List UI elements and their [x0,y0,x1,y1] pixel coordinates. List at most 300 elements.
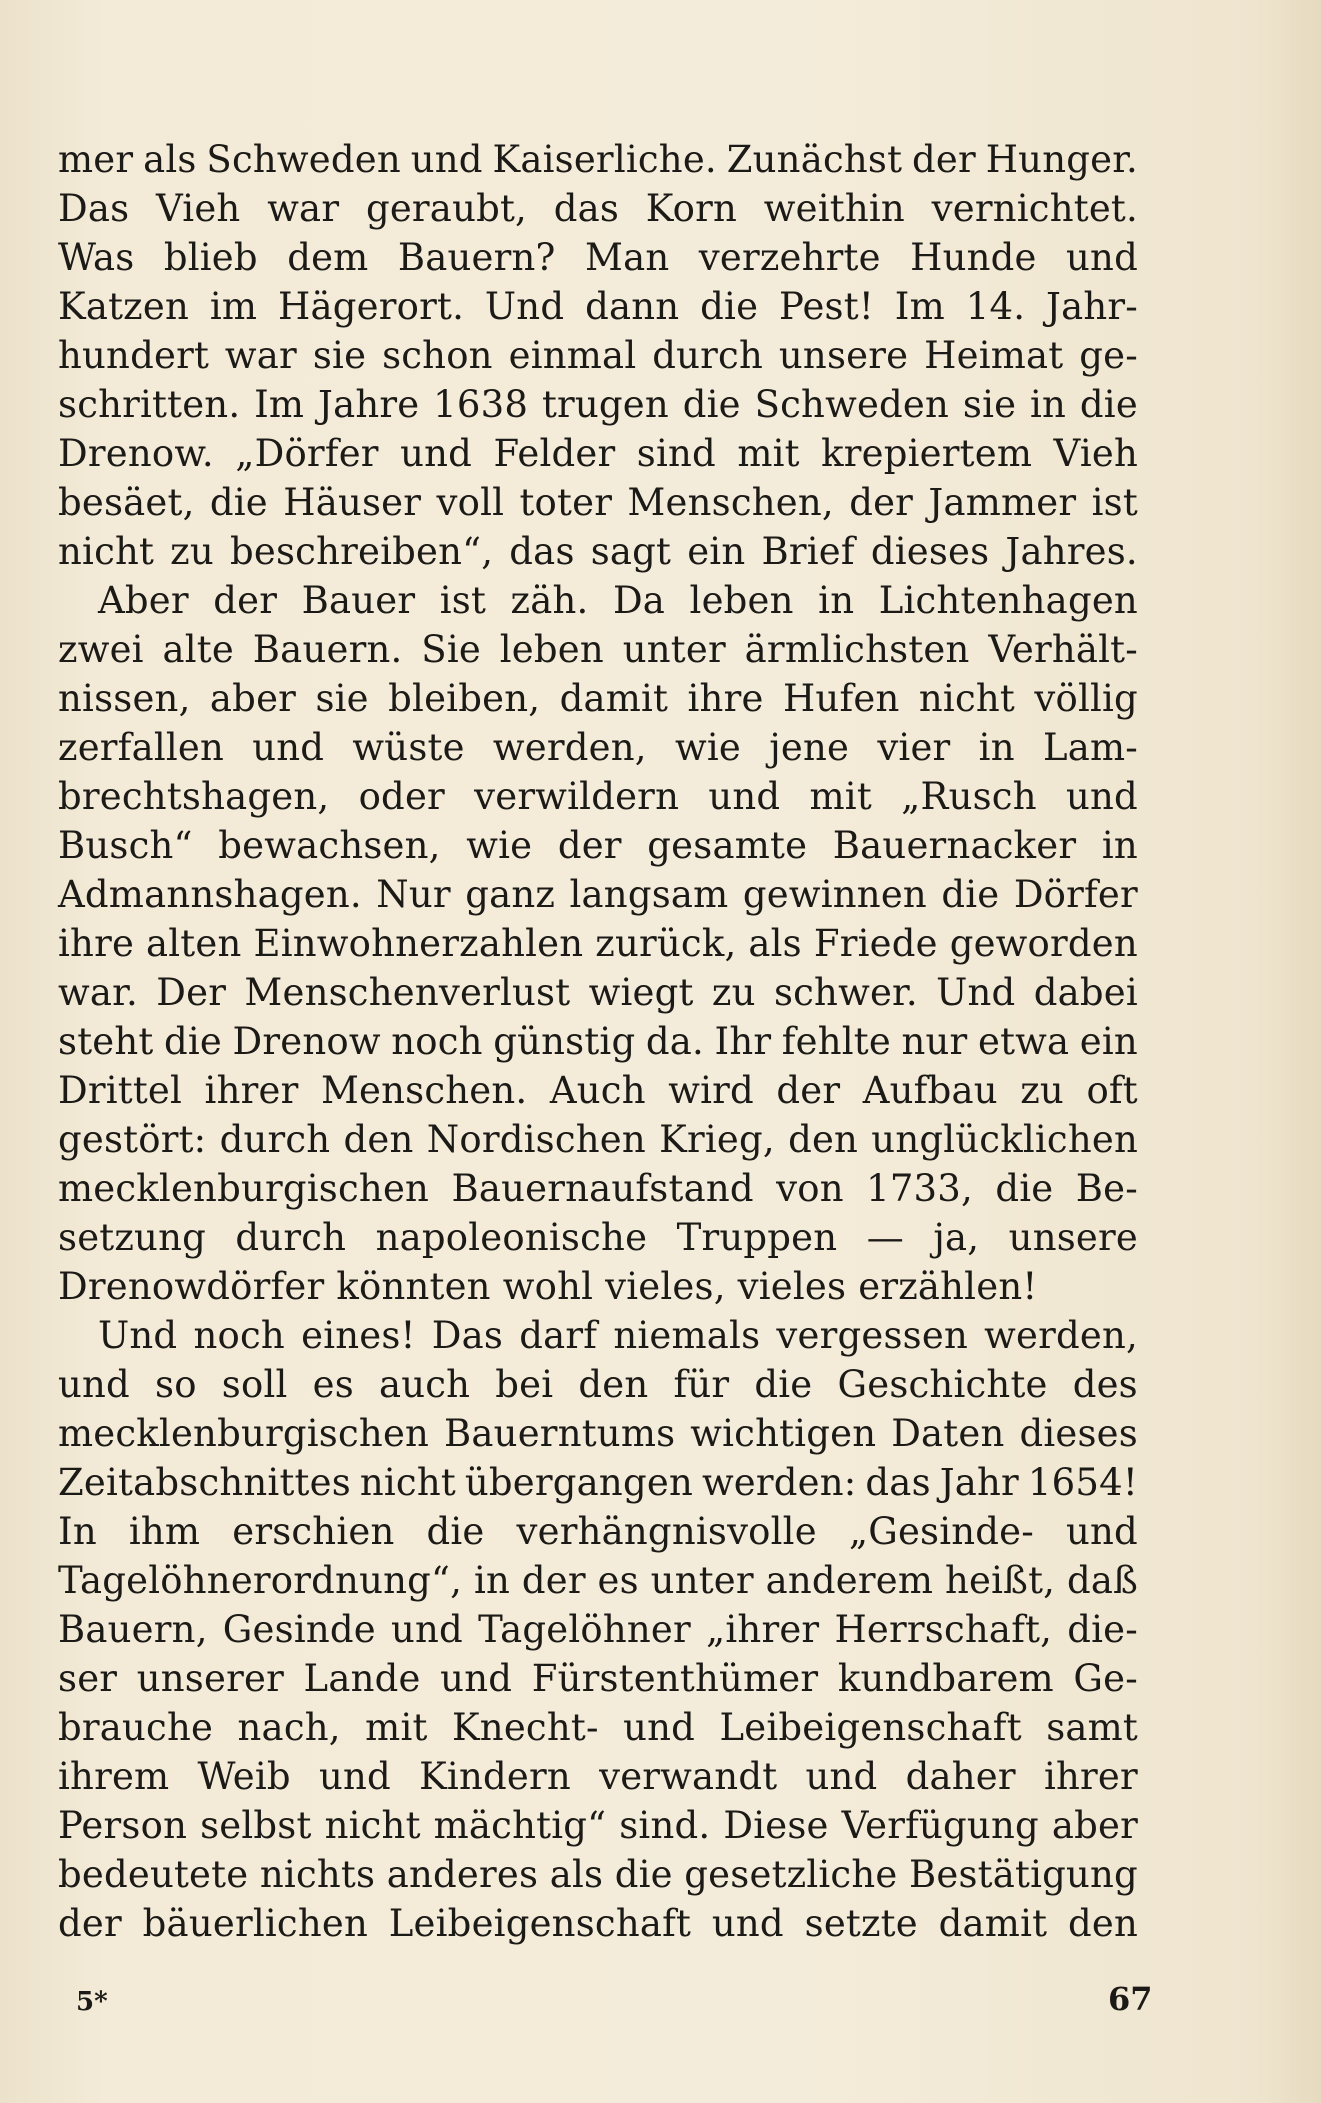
word: Dörfer [1013,873,1138,916]
word: Lande [303,1657,421,1700]
word: den [578,1363,649,1406]
word: dann [585,285,680,328]
word: Pest! [779,285,874,328]
page-number: 67 [1108,1980,1153,2018]
word: in [1030,383,1067,426]
text-line [58,527,1138,576]
word: Jahr [939,1461,1019,1504]
word: Menschen, [627,481,834,524]
word: dem [287,236,369,279]
word: der [213,579,278,622]
word: wüste [352,726,465,769]
word: Aber [98,579,189,622]
word: Verfügung [841,1804,1039,1847]
word: mit [365,1706,428,1749]
word: daher [905,1755,1016,1798]
word: mächtig“ [433,1804,607,1847]
text-line [58,1605,1138,1654]
word: leben [689,579,794,622]
word: das [865,1461,931,1504]
word: bäuerlichen [142,1902,368,1945]
word: Jammer [928,481,1077,524]
word: verwandt [599,1755,778,1798]
word: und [805,1755,878,1798]
text-line [58,1556,1138,1605]
word: Bauernaufstand [451,1167,754,1210]
word: 1733, [866,1167,974,1210]
word: bewachsen, [218,824,441,867]
word: soll [221,1363,288,1406]
word: mit [737,432,800,475]
word: Herrschaft, [834,1608,1053,1651]
word: voll [436,481,505,524]
word: den [343,1118,414,1161]
word: ein [1079,1020,1138,1063]
text-line [58,1899,1138,1948]
text-line [58,1507,1138,1556]
word: die [209,481,268,524]
word: und [252,726,325,769]
text-line [58,1801,1138,1850]
word: der [58,1902,122,1945]
word: Das [431,1314,504,1357]
word: wiegt [588,971,694,1014]
word: napoleonische [375,1216,648,1259]
word: setzung [58,1216,206,1259]
word: Bauern. [252,628,403,671]
word: Bauern? [397,236,556,279]
word: Brief [761,530,855,573]
word: unserer [136,1657,284,1700]
word: die [614,1853,673,1896]
word: der [849,481,914,524]
word: dabei [1033,971,1138,1014]
word: mit [809,775,872,818]
word: geraubt, [365,187,528,230]
word: Drenow [232,1020,381,1063]
word: damit [938,1902,1048,1945]
text-line [58,1115,1138,1164]
word: übergangen [464,1461,693,1504]
word: weithin [763,187,905,230]
word: oder [358,775,445,818]
word: schritten. [58,383,241,426]
word: nicht [58,530,155,573]
word: und [58,1363,130,1406]
word: günstig [493,1020,636,1063]
word: war. [58,971,138,1014]
text-line [58,1311,1138,1360]
word: und [1065,1510,1138,1553]
word: Vieh [1053,432,1138,475]
word: brechtshagen, [58,775,330,818]
word: ein [687,530,746,573]
word: niemals [613,1314,761,1357]
word: Der [156,971,227,1014]
word: ihrer [1043,1755,1138,1798]
word: Das [58,187,130,230]
word: wie [466,824,533,867]
word: war [224,334,297,377]
word: erzählen! [858,1265,1038,1308]
word: „Gesinde- [848,1510,1034,1553]
word: nach, [237,1706,341,1749]
text-line [58,233,1138,282]
word: Heimat [924,334,1064,377]
word: in [978,726,1015,769]
word: ihre [58,922,135,965]
word: werden: [701,1461,857,1504]
word: Bauer [301,579,416,622]
word: Da [612,579,666,622]
word: Zunächst [726,138,903,181]
text-line [58,1703,1138,1752]
word: gesamte [647,824,808,867]
word: Daten [891,1412,1005,1455]
word: als [549,1853,604,1896]
word: sie [315,677,369,720]
word: der [776,1069,841,1112]
word: blieb [163,236,258,279]
word: auch [378,1363,471,1406]
word: bleiben, [388,677,541,720]
text-line [58,1213,1138,1262]
word: sie [962,383,1017,426]
word: Und [936,971,1016,1014]
word: ihrem [58,1755,170,1798]
word: die [1079,383,1138,426]
text-line [58,184,1138,233]
word: heißt, [945,1559,1056,1602]
word: Hunde [910,236,1037,279]
word: Schweden [754,383,950,426]
word: Man [584,236,670,279]
word: aber [209,677,297,720]
word: langsam [569,873,729,916]
word: oft [1086,1069,1138,1112]
word: Felder [493,432,616,475]
word: „ihrer [706,1608,820,1651]
word: Geschichte [837,1363,1048,1406]
word: ist [439,579,487,622]
word: trugen [541,383,669,426]
word: etwa [977,1020,1070,1063]
word: 1654! [1027,1461,1138,1504]
word: nicht [918,677,1015,720]
word: „Rusch [901,775,1037,818]
text-line [58,919,1138,968]
text-line [58,429,1138,478]
word: Nur [376,873,451,916]
word: ganz [465,873,556,916]
text-line [58,674,1138,723]
word: zwei [58,628,144,671]
text-line [58,1262,1138,1311]
word: Katzen [58,285,189,328]
word: vieles, [605,1265,726,1308]
word: zäh. [510,579,589,622]
word: alten [146,922,242,965]
word: Was [58,236,135,279]
word: Lichtenhagen [878,579,1138,622]
word: Korn [645,187,738,230]
word: noch [391,1020,483,1063]
word: ihm [128,1510,201,1553]
text-line [58,1850,1138,1899]
word: in [473,1559,511,1602]
word: ist [1091,481,1138,524]
word: die [941,873,1000,916]
text-line [58,1409,1138,1458]
word: toter [519,481,613,524]
word: mecklenburgischen [58,1412,430,1455]
word: Krieg, [659,1118,775,1161]
word: Leibeigenschaft [719,1706,1022,1749]
word: wohl [502,1265,594,1308]
word: da. [645,1020,704,1063]
word: gesetzliche [684,1853,898,1896]
word: die [426,1510,485,1553]
word: sie [312,334,367,377]
word: besäet, [58,481,195,524]
word: alte [162,628,234,671]
word: unglücklichen [871,1118,1138,1161]
word: Drittel [58,1069,183,1112]
word: In [58,1510,97,1553]
text-line [58,331,1138,380]
word: die [700,285,759,328]
word: Kaiserliche. [492,138,717,181]
word: und [708,775,781,818]
word: setzte [804,1902,918,1945]
word: kundbarem [837,1657,1054,1700]
body-text [58,135,1138,1948]
word: vier [877,726,951,769]
word: des [1072,1363,1138,1406]
text-line [58,1458,1138,1507]
word: ärmlichsten [744,628,970,671]
word: samt [1046,1706,1138,1749]
word: und [410,138,483,181]
word: Tagelöhnerordnung“, [58,1559,463,1602]
word: den [788,1118,859,1161]
word: Hufen [782,677,900,720]
word: bedeutete [58,1853,249,1896]
word: Menschen. [320,1069,528,1112]
word: Be- [1075,1167,1138,1210]
text-line [58,478,1138,527]
word: damit [559,677,669,720]
word: Menschenverlust [244,971,571,1014]
word: leben [499,628,604,671]
word: verhängnisvolle [516,1510,817,1553]
word: krepiertem [821,432,1033,475]
word: und [440,1657,513,1700]
word: Häuser [283,481,422,524]
word: eines! [301,1314,416,1357]
word: durch [652,334,764,377]
word: nicht [324,1804,421,1847]
word: 1638 [433,383,529,426]
text-line [58,1752,1138,1801]
word: wird [668,1069,754,1112]
word: war [267,187,340,230]
word: Aufbau [862,1069,998,1112]
word: zurück, [595,922,737,965]
word: verzehrte [698,236,881,279]
word: Admannshagen. [58,873,362,916]
word: zu [170,530,214,573]
word: Zeitabschnittes [58,1461,351,1504]
word: die- [1067,1608,1138,1651]
word: brauche [58,1706,214,1749]
word: Einwohnerzahlen [253,922,584,965]
word: ser [58,1657,118,1700]
text-line [58,1654,1138,1703]
word: erschien [232,1510,395,1553]
text-line [58,576,1138,625]
word: steht [58,1020,154,1063]
text-line [58,380,1138,429]
text-line [58,821,1138,870]
word: selbst [200,1804,312,1847]
word: Verhält- [988,628,1138,671]
word: daß [1066,1559,1138,1602]
word: wichtigen [690,1412,877,1455]
word: mer [58,138,134,181]
word: und [1066,236,1138,279]
word: Lam- [1042,726,1138,769]
word: zerfallen [58,726,225,769]
text-line [58,135,1138,184]
word: Diese [723,1804,829,1847]
word: Gesinde [222,1608,376,1651]
word: ja, [933,1216,980,1259]
word: in [1101,824,1138,867]
word: könnten [336,1265,491,1308]
word: Knecht- [451,1706,599,1749]
word: die [163,1020,222,1063]
text-line [58,1164,1138,1213]
word: — [866,1216,904,1259]
word: unter [650,1559,754,1602]
word: Nordischen [426,1118,646,1161]
word: sind [636,432,716,475]
word: darf [519,1314,598,1357]
word: Schweden [206,138,401,181]
word: der [912,138,976,181]
word: für [673,1363,730,1406]
word: und [1065,775,1138,818]
word: Person [58,1804,188,1847]
word: noch [193,1314,285,1357]
text-line [58,870,1138,919]
word: nur [901,1020,968,1063]
word: die [754,1363,813,1406]
word: vieles [737,1265,847,1308]
word: nissen, [58,677,191,720]
word: hundert [58,334,210,377]
word: Im [894,285,945,328]
word: zu [1020,1069,1064,1112]
word: völlig [1034,677,1138,720]
word: Vieh [156,187,241,230]
word: gestört: [58,1118,207,1161]
word: das [553,187,620,230]
word: werden, [492,726,647,769]
word: Und [98,1314,178,1357]
word: den [1067,1902,1138,1945]
word: Busch“ [58,824,193,867]
word: Bauerntums [444,1412,676,1455]
word: so [155,1363,197,1406]
word: gewinnen [742,873,927,916]
word: das [509,530,575,573]
word: werden, [984,1314,1138,1357]
word: und [711,1902,784,1945]
word: Ge- [1073,1657,1138,1700]
word: bei [495,1363,554,1406]
word: Auch [549,1069,646,1112]
word: Hägerort. [278,285,465,328]
word: Friede [813,922,938,965]
text-line [58,282,1138,331]
word: wie [674,726,741,769]
text-line [58,1017,1138,1066]
word: und [400,432,473,475]
word: durch [235,1216,347,1259]
word: aber [1051,1804,1138,1847]
word: vernichtet. [931,187,1138,230]
word: Drenow. [58,432,214,475]
word: sagt [590,530,672,573]
word: Bauernacker [832,824,1077,867]
word: der [521,1559,586,1602]
word: „Dörfer [235,432,379,475]
word: durch [219,1118,331,1161]
word: vergessen [776,1314,968,1357]
word: es [597,1559,639,1602]
word: fehlte [781,1020,891,1063]
word: verwildern [474,775,680,818]
word: Ihr [714,1020,772,1063]
word: mecklenburgischen [58,1167,430,1210]
word: in [818,579,855,622]
word: ihrer [204,1069,299,1112]
word: es [312,1363,354,1406]
word: nichts [259,1853,376,1896]
word: Sie [421,628,481,671]
word: Bestätigung [909,1853,1138,1896]
text-line [58,625,1138,674]
word: 14. [965,285,1026,328]
word: als [143,138,197,181]
word: dieses [1019,1412,1138,1455]
word: Drenowdörfer [58,1265,325,1308]
word: Truppen [676,1216,838,1259]
word: Weib [197,1755,291,1798]
word: Hunger. [985,138,1138,181]
word: schwer. [773,971,918,1014]
word: und [391,1608,463,1651]
word: als [748,922,802,965]
word: Jahres. [1005,530,1138,573]
word: beschreiben“, [229,530,494,573]
word: ge- [1079,334,1138,377]
word: Fürstenthümer [531,1657,819,1700]
word: sind. [619,1804,711,1847]
word: Bauern, [58,1608,208,1651]
